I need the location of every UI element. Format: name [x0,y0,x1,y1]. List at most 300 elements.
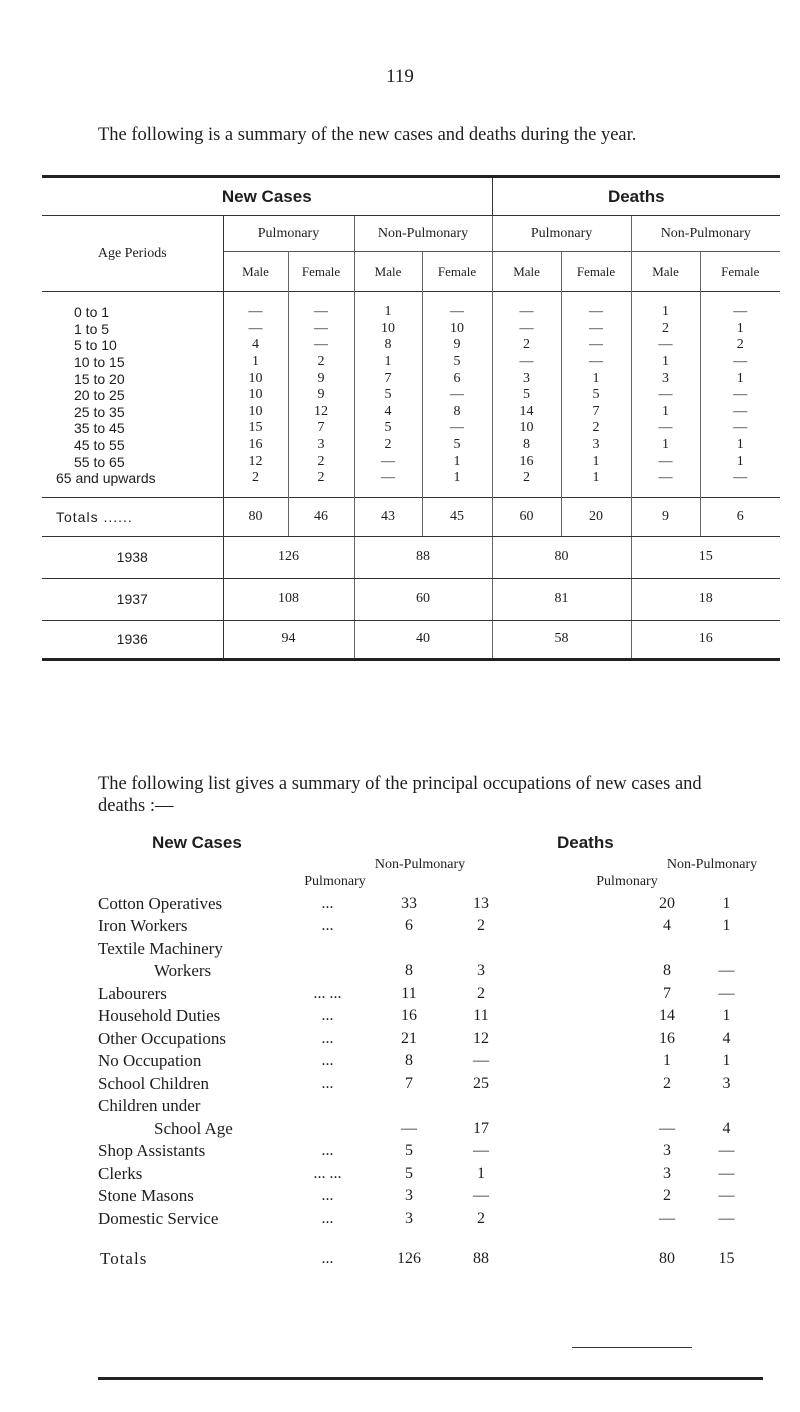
value-cell: — [631,337,700,354]
value-cell: 3 [722,1074,731,1092]
value-cell: 3 [631,370,700,387]
occupation-row [98,1116,756,1139]
value-cell: 16 [223,437,288,454]
value-cell: 8 [354,337,422,354]
occupation-cell [98,914,286,937]
leader-dots: ... [321,1052,334,1069]
value-cell: — [733,387,748,403]
value-cell: 20 [659,894,675,912]
value-cell: 1 [422,453,492,470]
value-cell: 4 [223,337,288,354]
value-cell: — [659,1119,675,1137]
value-cell: 10 [223,370,288,387]
value-cell: 3 [561,437,631,454]
value-cell: — [718,1164,735,1182]
value-cell: 12 [223,453,288,470]
occupation-cell [98,891,286,914]
value-cell [697,1094,756,1117]
value-cell: — [223,321,288,338]
occupation-cell [98,1004,286,1027]
occupation-name: Domestic Service [98,1208,219,1228]
total-cell: 43 [354,497,422,536]
spacer-cell [513,891,637,914]
occ-new-pulmonary-header: Pulmonary [304,874,366,889]
value-cell: 15 [223,420,288,437]
occupation-row [98,914,756,937]
occupation-name: School Children [98,1073,209,1093]
occupation-totals-row [98,1229,756,1272]
occupation-name: Labourers [98,983,167,1003]
value-cell [449,1094,513,1117]
age-row [42,470,780,497]
value-cell: 5 [354,420,422,437]
value-cell: 1 [561,453,631,470]
value-cell: 10 [354,321,422,338]
total-cell: 46 [288,497,354,536]
year-row [42,578,780,620]
leader-dots: ... [321,1074,334,1092]
value-cell: — [422,420,492,437]
value-cell: 1 [663,1052,671,1069]
age-row [42,404,780,421]
occupation-cell [98,981,286,1004]
value-cell: — [631,453,700,470]
age-row [42,437,780,454]
occupation-row [98,936,756,959]
value-cell: — [659,1209,675,1227]
occupation-cell [98,1116,286,1139]
value-cell [449,936,513,959]
year-value-cell: 58 [492,620,631,659]
occupation-cell [98,1161,286,1184]
age-period-cell: 1 to 5 [42,321,223,338]
male-header: Male [631,252,700,292]
value-cell: 7 [405,1074,413,1092]
value-cell: 3 [405,1187,413,1204]
occupation-row [98,1094,756,1117]
year-value-cell: 80 [492,536,631,578]
value-cell: 2 [631,321,700,338]
total-cell: 80 [659,1249,675,1267]
occupation-cell [98,1026,286,1049]
occupation-name: Stone Masons [98,1186,194,1205]
value-cell: 6 [422,370,492,387]
value-cell: 2 [663,1074,671,1092]
female-header: Female [288,252,354,292]
value-cell: — [492,321,561,338]
year-row [42,620,780,659]
occupation-intro-text: The following list gives a summary of the principal occupations of new cases and deaths :— [98,774,702,816]
value-cell: 1 [561,470,631,497]
value-cell: 11 [401,984,417,1002]
value-cell: 2 [492,470,561,497]
value-cell: — [561,292,631,321]
value-cell: 21 [401,1029,417,1047]
value-cell: 8 [422,404,492,421]
value-cell: — [473,1187,489,1204]
value-cell: 9 [422,337,492,354]
leader-dots: ... [321,1249,334,1267]
total-cell: 20 [561,497,631,536]
value-cell: 9 [288,387,354,404]
value-cell: 3 [663,1142,671,1159]
value-cell: — [288,337,354,354]
year-value-cell: 108 [223,578,354,620]
value-cell: 1 [354,292,422,321]
value-cell: 2 [288,453,354,470]
age-row [42,321,780,338]
occupation-cell [98,1094,286,1117]
age-period-cell: 10 to 15 [42,354,223,371]
age-period-cell: 15 to 20 [42,370,223,387]
spacer-cell [513,1049,637,1072]
occupation-row [98,1161,756,1184]
occupation-name: Household Duties [98,1006,221,1025]
value-cell: 8 [663,962,671,979]
value-cell: 12 [288,404,354,421]
value-cell: — [561,321,631,338]
value-cell: 1 [736,453,744,469]
value-cell: 1 [736,437,744,453]
spacer-cell [513,981,637,1004]
year-value-cell: 60 [354,578,492,620]
value-cell: 4 [354,404,422,421]
year-value-cell: 126 [223,536,354,578]
value-cell: 13 [473,894,489,912]
value-cell: 5 [422,437,492,454]
occupation-name: Iron Workers [98,916,188,935]
value-cell: 2 [736,337,744,353]
spacer-cell [513,1071,637,1094]
value-cell: 1 [736,320,744,336]
year-value-cell: 94 [223,620,354,659]
value-cell: 1 [722,894,731,912]
value-cell: 25 [473,1074,489,1092]
spacer-cell [513,1229,637,1272]
value-cell: — [288,292,354,321]
occupation-totals-label: Totals [100,1248,148,1268]
value-cell: 12 [473,1029,489,1047]
value-cell: — [401,1119,417,1137]
value-cell: — [422,292,492,321]
spacer-cell [513,1184,637,1207]
value-cell: 7 [663,984,671,1002]
leader-dots: ... [321,1209,334,1227]
value-cell: — [422,387,492,404]
value-cell: — [354,453,422,470]
value-cell: 4 [722,1119,731,1137]
value-cell: 10 [223,404,288,421]
spacer-cell [513,959,637,982]
age-row [42,370,780,387]
value-cell: 16 [492,453,561,470]
value-cell: — [492,292,561,321]
value-cell: 2 [663,1187,671,1204]
value-cell: 3 [492,370,561,387]
value-cell: 4 [722,1029,731,1047]
new-pulmonary-header: Pulmonary [223,216,354,252]
value-cell [697,936,756,959]
occupation-name: Shop Assistants [98,1141,206,1160]
leader-dots: ... [321,894,334,912]
value-cell: 2 [223,470,288,497]
value-cell: 3 [288,437,354,454]
value-cell: 2 [561,420,631,437]
occupation-cell [98,959,286,982]
value-cell: — [733,470,748,486]
totals-label: Totals ...... [42,497,223,536]
value-cell: 2 [477,984,485,1002]
value-cell: — [631,470,700,497]
age-row [42,337,780,354]
year-value-cell: 88 [354,536,492,578]
value-cell: 11 [473,1007,489,1024]
value-cell: 1 [631,404,700,421]
new-non-pulmonary-header: Non-Pulmonary [354,216,492,252]
age-row [42,387,780,404]
occupation-cell [98,1184,286,1207]
value-cell: — [718,1187,735,1204]
occupation-name: Cotton Operatives [98,893,223,913]
deaths-non-pulmonary-header: Non-Pulmonary [660,225,751,241]
age-period-cell: 20 to 25 [42,387,223,404]
value-cell: 1 [477,1164,485,1182]
value-cell: 4 [663,917,671,934]
year-value-cell: 16 [698,631,713,647]
value-cell [637,936,697,959]
value-cell: — [718,1142,735,1159]
value-cell: — [288,321,354,338]
year-value-cell: 15 [631,536,780,578]
totals-rule [572,1347,692,1348]
total-cell: 45 [422,497,492,536]
value-cell: 2 [492,337,561,354]
value-cell: 3 [405,1209,413,1227]
value-cell: — [733,354,748,370]
deaths-header: Deaths [492,177,780,216]
male-header: Male [492,252,561,292]
occupation-name: Children under [98,1096,201,1115]
occupation-row [98,1139,756,1162]
leader-dots [286,936,369,959]
year-value-cell: 40 [354,620,492,659]
occupation-bottom-rule [98,1377,763,1380]
value-cell: — [354,470,422,497]
value-cell: — [733,420,748,436]
value-cell: 10 [223,387,288,404]
age-row [42,420,780,437]
occupation-row [98,891,756,914]
value-cell: — [561,337,631,354]
value-cell: 9 [288,370,354,387]
value-cell: 16 [659,1029,675,1047]
value-cell: — [492,354,561,371]
value-cell: 5 [354,387,422,404]
value-cell: 3 [477,962,485,979]
age-period-cell: 35 to 45 [42,420,223,437]
value-cell: 7 [354,370,422,387]
occ-new-non-pulmonary-header: Non-Pulmonary [374,857,466,872]
age-row [42,292,780,321]
summary-intro-text: The following is a summary of the new cases and deaths during the year. [98,125,637,145]
total-cell: 88 [473,1249,489,1267]
spacer-cell [513,1206,637,1229]
total-cell: 126 [397,1249,421,1267]
spacer-cell [513,936,637,959]
value-cell: 1 [736,370,744,386]
value-cell: 8 [492,437,561,454]
age-period-cell: 65 and upwards [42,470,223,497]
leader-dots [286,1094,369,1117]
value-cell: 17 [473,1119,489,1137]
value-cell: 1 [722,1007,731,1024]
occupation-name: School Age [154,1118,233,1138]
occupation-cell [98,1139,286,1162]
value-cell: 7 [288,420,354,437]
value-cell: 2 [288,354,354,371]
new-cases-header: New Cases [42,177,492,216]
year-label: 1938 [42,536,223,578]
value-cell: — [718,962,735,979]
value-cell: 2 [477,917,485,934]
value-cell: 5 [422,354,492,371]
spacer-cell [513,1094,637,1117]
value-cell: — [718,984,735,1002]
value-cell: 1 [631,437,700,454]
value-cell: 8 [405,1052,413,1069]
total-cell: 60 [492,497,561,536]
age-periods-header: Age Periods [42,216,223,292]
occupation-row [98,959,756,982]
occupation-row [98,1049,756,1072]
value-cell: 10 [492,420,561,437]
value-cell: 1 [631,354,700,371]
year-value-cell: 18 [631,578,780,620]
total-cell: 15 [718,1249,735,1267]
spacer-cell [513,1161,637,1184]
year-row [42,536,780,578]
value-cell: 1 [722,917,731,934]
deaths-pulmonary-header: Pulmonary [492,216,631,252]
spacer-cell [513,914,637,937]
value-cell: 2 [288,470,354,497]
value-cell [369,936,449,959]
value-cell: 6 [405,917,413,934]
male-header: Male [223,252,288,292]
year-label: 1936 [42,620,223,659]
total-cell: 80 [223,497,288,536]
occupation-name: Other Occupations [98,1028,226,1048]
value-cell: 7 [561,404,631,421]
value-cell: 2 [477,1209,485,1227]
summary-table [42,175,780,661]
age-row [42,354,780,371]
value-cell: — [561,354,631,371]
occupation-cell [98,1206,286,1229]
occupation-row [98,1026,756,1049]
occupation-cell [98,1049,286,1072]
value-cell: 5 [561,387,631,404]
leader-dots: ... [321,1029,334,1047]
value-cell: 16 [401,1007,417,1024]
occupation-deaths-header: Deaths [557,833,614,852]
value-cell: 1 [354,354,422,371]
female-header: Female [700,252,780,292]
age-period-cell: 5 to 10 [42,337,223,354]
year-label: 1937 [42,578,223,620]
leader-dots [286,1116,369,1139]
total-cell: 6 [700,497,780,536]
occ-deaths-non-pulmonary-header: Non-Pulmonary [666,857,758,872]
age-period-cell: 45 to 55 [42,437,223,454]
value-cell: — [733,403,748,419]
leader-dots: ... [321,1007,334,1024]
value-cell: — [473,1052,489,1069]
value-cell: — [223,292,288,321]
value-cell: 14 [659,1007,675,1024]
value-cell: 5 [405,1142,413,1159]
occupation-row [98,1206,756,1229]
year-value-cell: 81 [492,578,631,620]
occupation-new-cases-header: New Cases [152,833,242,852]
leader-dots: ... ... [313,1164,342,1182]
occupation-row [98,981,756,1004]
occ-deaths-pulmonary-header: Pulmonary [596,874,658,889]
page-number: 119 [386,66,414,87]
occupation-row [98,1184,756,1207]
female-header: Female [561,252,631,292]
value-cell: 10 [422,321,492,338]
value-cell: — [473,1142,489,1159]
occupation-name: Workers [154,961,212,980]
age-period-cell: 55 to 65 [42,453,223,470]
age-row [42,453,780,470]
spacer-cell [513,1026,637,1049]
total-cell: 9 [631,497,700,536]
value-cell: — [631,387,700,404]
occupation-row [98,1004,756,1027]
leader-dots [286,959,369,982]
occupation-name: Clerks [98,1163,143,1183]
value-cell [369,1094,449,1117]
age-period-cell: 0 to 1 [42,292,223,321]
value-cell: 3 [663,1164,671,1182]
value-cell: 5 [492,387,561,404]
spacer-cell [513,1004,637,1027]
age-period-cell: 25 to 35 [42,404,223,421]
occupation-row [98,1071,756,1094]
leader-dots: ... ... [313,984,342,1002]
value-cell: 1 [422,470,492,497]
value-cell: — [718,1209,735,1227]
value-cell: 8 [405,962,413,979]
leader-dots: ... [321,1142,334,1159]
spacer-cell [513,1139,637,1162]
value-cell: 14 [492,404,561,421]
value-cell [637,1094,697,1117]
value-cell: 33 [401,894,417,912]
occupation-name: Textile Machinery [98,938,223,958]
leader-dots: ... [321,917,334,934]
female-header: Female [422,252,492,292]
value-cell: 1 [631,292,700,321]
leader-dots: ... [321,1187,334,1204]
value-cell: 5 [405,1164,413,1182]
spacer-cell [513,1116,637,1139]
value-cell: 1 [722,1052,731,1069]
value-cell: 1 [561,370,631,387]
value-cell: — [631,420,700,437]
